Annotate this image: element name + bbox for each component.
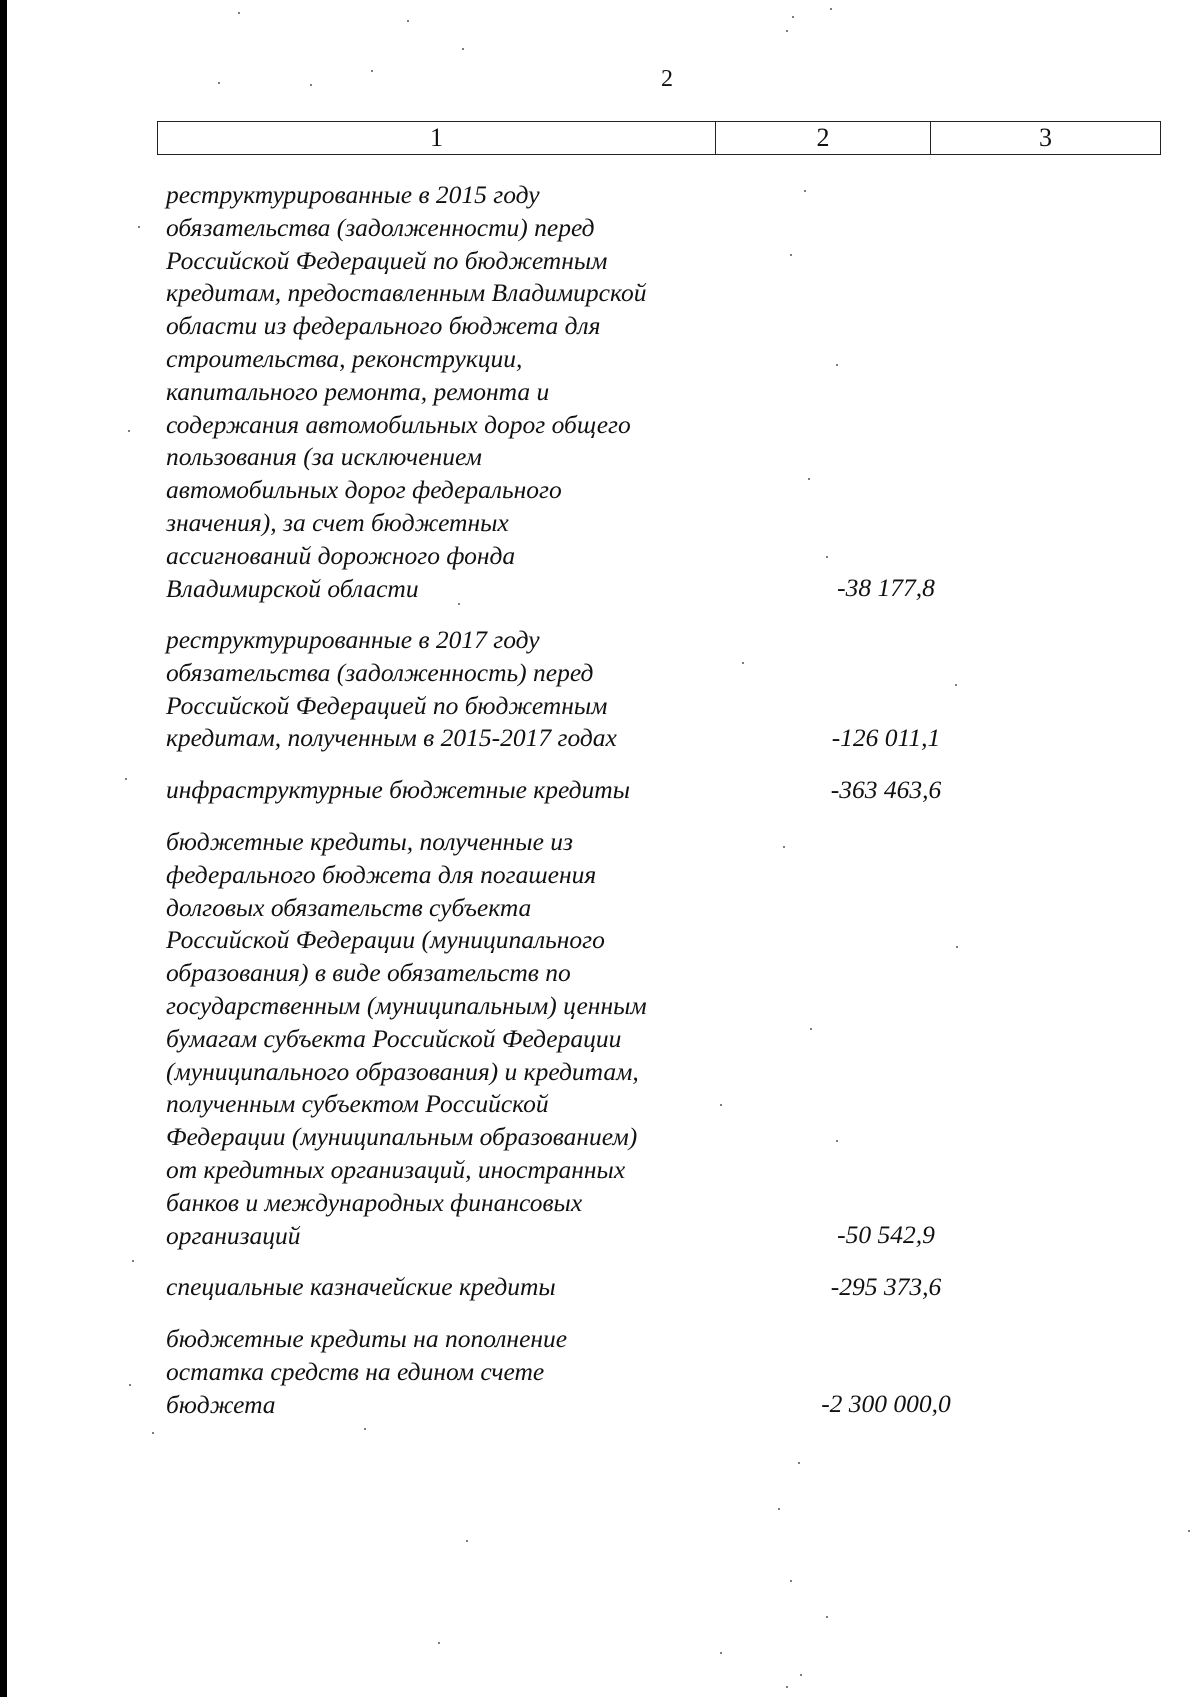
scan-speck (798, 1462, 800, 1464)
table-row (166, 179, 1066, 605)
table-row (166, 1271, 1066, 1304)
scan-speck (466, 1540, 468, 1542)
row-value: -295 373,6 (830, 1272, 942, 1302)
scan-speck (792, 16, 794, 18)
scan-speck (218, 82, 220, 84)
column-header-table (157, 121, 1161, 155)
scan-speck (238, 12, 240, 14)
scan-speck (955, 684, 957, 686)
scan-speck (152, 1432, 154, 1434)
scan-speck (826, 1616, 828, 1618)
scan-left-edge (0, 0, 7, 1697)
scan-speck (125, 778, 127, 780)
column-header-1: 1 (158, 122, 716, 155)
scan-speck (407, 20, 409, 22)
scan-speck (364, 1428, 366, 1430)
scan-speck (1188, 1530, 1190, 1532)
page-number: 2 (661, 66, 673, 92)
scan-speck (790, 254, 792, 256)
scan-speck (128, 430, 130, 432)
scan-speck (826, 556, 828, 558)
column-header-row (158, 122, 1161, 155)
scan-speck (310, 84, 312, 86)
row-label: специальные казначейские кредиты (166, 1272, 556, 1301)
scan-speck (830, 8, 832, 10)
row-value: -363 463,6 (830, 775, 942, 805)
table-row (166, 1323, 1066, 1421)
scan-speck (778, 1508, 780, 1510)
scan-speck (804, 190, 806, 192)
row-value: -50 542,9 (837, 1220, 935, 1250)
scan-speck (720, 1104, 722, 1106)
scan-speck (132, 1260, 134, 1262)
table-row (166, 826, 1066, 1252)
scan-speck (786, 30, 788, 32)
row-value: -38 177,8 (837, 573, 935, 603)
scan-speck (808, 478, 810, 480)
scan-speck (783, 846, 785, 848)
scan-speck (742, 662, 744, 664)
scan-speck (800, 1674, 802, 1676)
scan-speck (129, 1384, 131, 1386)
scan-speck (438, 1642, 440, 1644)
scan-speck (786, 1686, 788, 1688)
scan-speck (836, 364, 838, 366)
scan-speck (956, 946, 958, 948)
row-label: бюджетные кредиты, полученные из федерального бюджета для погашения долговых обязательств субъекта Российской Федерации (муниципального образования) в виде обязательств по государственным (муниципальным) ценным бумагам субъекта Российской Федерации (муниципального образования) и кредитам, полученным субъектом Российской Федерации (муниципальным образованием) от кредитных организаций, иностранных банков и международных финансовых организаций (166, 827, 647, 1250)
column-header-3: 3 (931, 122, 1161, 155)
row-value: -2 300 000,0 (821, 1389, 951, 1419)
scan-speck (138, 226, 140, 228)
scan-speck (790, 1580, 792, 1582)
column-header-2: 2 (716, 122, 931, 155)
row-label: инфраструктурные бюджетные кредиты (166, 775, 630, 804)
scan-speck (371, 70, 373, 72)
table-row (166, 774, 1066, 807)
row-label: реструктурированные в 2015 году обязательства (задолженности) перед Российской Федерацией по бюджетным кредитам, предоставленным Владимирской области из федерального бюджета для строительства, реконструкции, капитального ремонта, ремонта и содержания автомобильных дорог общего пользования (за исключением автомобильных дорог федерального значения), за счет бюджетных ассигнований дорожного фонда Владимирской области (166, 180, 647, 603)
scan-speck (836, 1140, 838, 1142)
scan-speck (810, 1028, 812, 1030)
table-row (166, 624, 1066, 755)
scan-speck (720, 1652, 722, 1654)
scan-speck (458, 603, 460, 605)
row-label: реструктурированные в 2017 году обязательства (задолженность) перед Российской Федерацией по бюджетным кредитам, полученным в 2015-2017 годах (166, 625, 617, 753)
row-value: -126 011,1 (831, 723, 941, 753)
row-label: бюджетные кредиты на пополнение остатка средств на едином счете бюджета (166, 1324, 568, 1419)
scan-speck (462, 48, 464, 50)
